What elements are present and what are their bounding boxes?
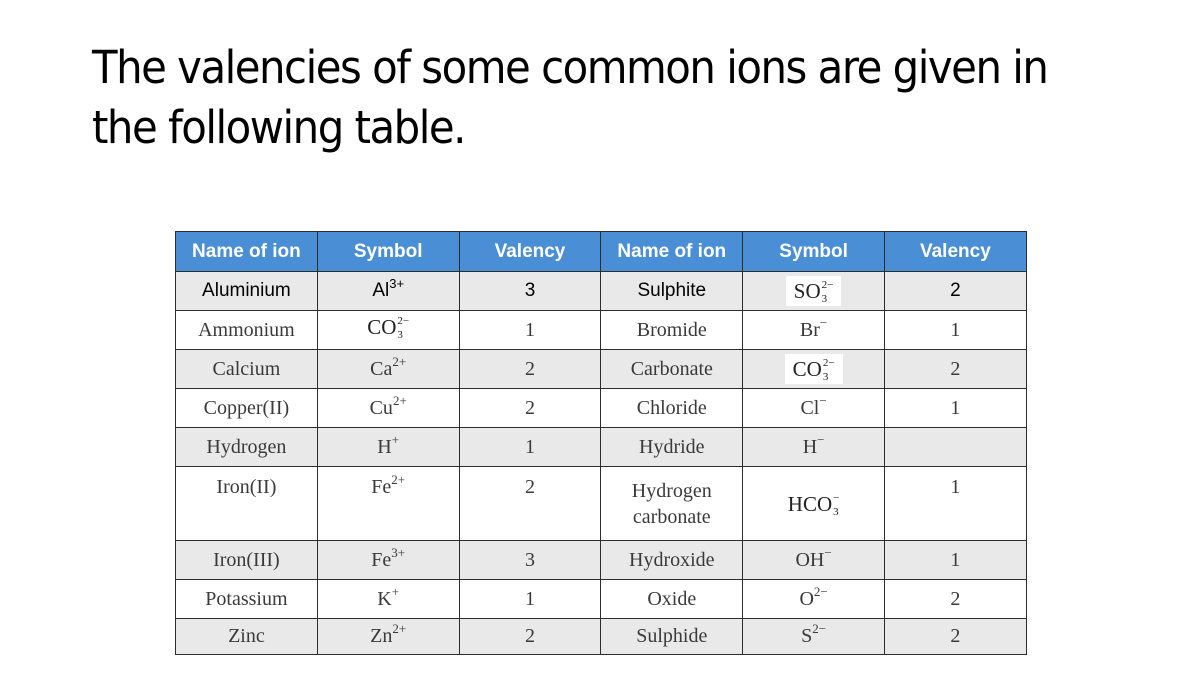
table-row — [176, 428, 1027, 467]
ion-symbol: $Al^{3+}$ — [317, 272, 459, 311]
ion-symbol: K+ — [317, 580, 459, 619]
ion-symbol: $Cu^{2+}$ — [317, 389, 459, 428]
ion-name: Calcium — [176, 350, 318, 389]
table-row — [176, 580, 1027, 619]
table-row — [176, 311, 1027, 350]
ion-valency: 2 — [884, 272, 1026, 311]
table-header-row — [176, 232, 1027, 272]
table-row — [176, 350, 1027, 389]
ion-valency — [884, 428, 1026, 467]
table-row — [176, 619, 1027, 655]
ion-symbol: SO 2− 3 — [743, 272, 885, 311]
slide-title: The valencies of some common ions are given in the following table. — [92, 41, 1048, 154]
ion-symbol: $O^{2-}$ — [743, 580, 885, 619]
ion-name: Iron(III) — [176, 541, 318, 580]
header-name-of-ion-1: Name of ion — [176, 232, 318, 272]
ion-valency: 1 — [884, 541, 1026, 580]
ion-valency: 2 — [459, 467, 601, 541]
ion-name: Carbonate — [601, 350, 743, 389]
ion-valency: 2 — [884, 580, 1026, 619]
ion-valency: 2 — [884, 350, 1026, 389]
ion-valency-table — [175, 231, 1027, 655]
ion-name: Iron(II) — [176, 467, 318, 541]
ion-symbol: CO 2− 3 — [317, 311, 459, 350]
ion-symbol: H+ — [317, 428, 459, 467]
ion-symbol: $Fe^{2+}$ — [317, 467, 459, 541]
ion-name: Bromide — [601, 311, 743, 350]
ion-symbol: $S^{2-}$ — [743, 619, 885, 655]
table-row — [176, 272, 1027, 311]
ion-symbol: Cl− — [743, 389, 885, 428]
ion-valency: 2 — [459, 350, 601, 389]
ion-symbol: $Fe^{3+}$ — [317, 541, 459, 580]
ion-name: Sulphite — [601, 272, 743, 311]
ion-symbol: CO 2− 3 — [743, 350, 885, 389]
header-valency-2: Valency — [884, 232, 1026, 272]
ion-symbol: H− — [743, 428, 885, 467]
ion-valency: 1 — [884, 467, 1026, 541]
ion-symbol: OH− — [743, 541, 885, 580]
header-symbol-1: Symbol — [317, 232, 459, 272]
header-name-of-ion-2: Name of ion — [601, 232, 743, 272]
ion-symbol: HCO − 3 — [743, 467, 885, 541]
ion-name: Oxide — [601, 580, 743, 619]
ion-valency: 3 — [459, 272, 601, 311]
ion-valency: 1 — [884, 311, 1026, 350]
ion-name: Sulphide — [601, 619, 743, 655]
ion-name: Hydroxide — [601, 541, 743, 580]
ion-name: Chloride — [601, 389, 743, 428]
ion-valency: 1 — [884, 389, 1026, 428]
ion-name: Hydride — [601, 428, 743, 467]
ion-valency: 3 — [459, 541, 601, 580]
table-row — [176, 541, 1027, 580]
ion-valency: 2 — [459, 389, 601, 428]
header-symbol-2: Symbol — [743, 232, 885, 272]
ion-symbol: $Ca^{2+}$ — [317, 350, 459, 389]
ion-name: Potassium — [176, 580, 318, 619]
ion-valency: 1 — [459, 580, 601, 619]
ion-valency: 1 — [459, 428, 601, 467]
ion-name: Ammonium — [176, 311, 318, 350]
ion-valency: 2 — [459, 619, 601, 655]
ion-name: Zinc — [176, 619, 318, 655]
ion-symbol: $Zn^{2+}$ — [317, 619, 459, 655]
ion-valency: 2 — [884, 619, 1026, 655]
ion-symbol: Br− — [743, 311, 885, 350]
ion-valency: 1 — [459, 311, 601, 350]
ion-name: Hydrogen carbonate — [601, 467, 743, 541]
ion-name: Aluminium — [176, 272, 318, 311]
table-row — [176, 467, 1027, 541]
table-row — [176, 389, 1027, 428]
header-valency-1: Valency — [459, 232, 601, 272]
ion-name: Copper(II) — [176, 389, 318, 428]
ion-name: Hydrogen — [176, 428, 318, 467]
